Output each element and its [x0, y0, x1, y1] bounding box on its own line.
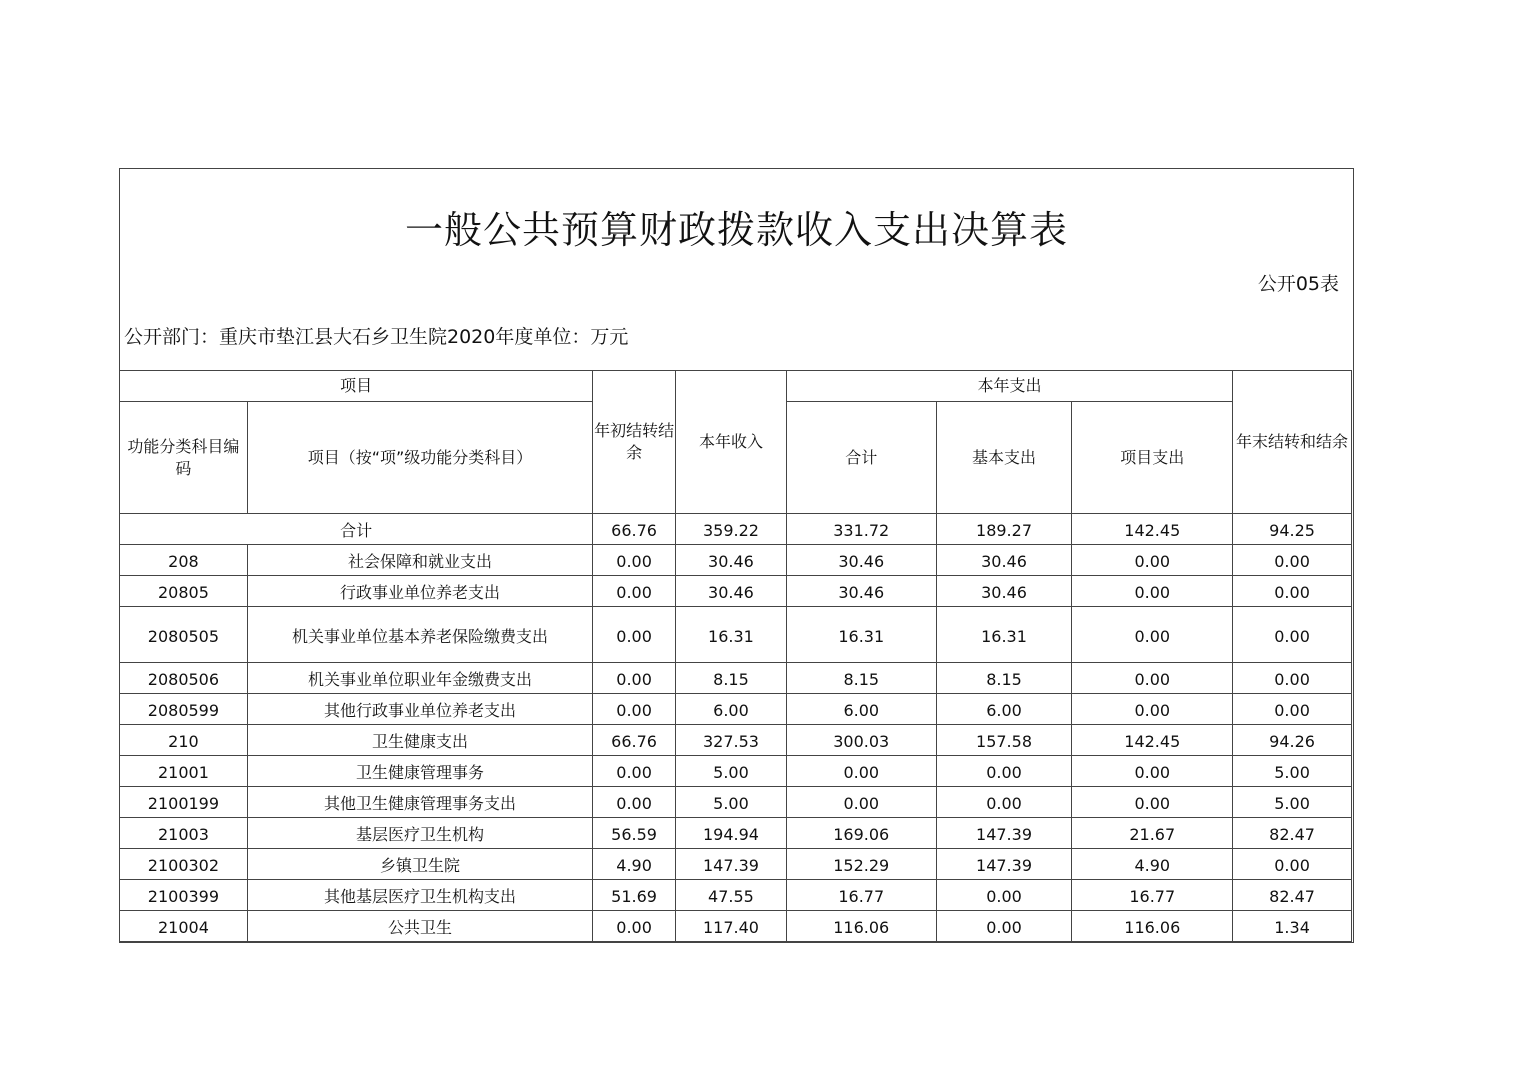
report-title: 一般公共预算财政拨款收入支出决算表	[404, 208, 1068, 252]
row-income: 147.39	[676, 849, 787, 880]
row-name: 卫生健康管理事务	[247, 756, 592, 787]
department-unit-line: 公开部门：重庆市垫江县大石乡卫生院2020年度单位：万元	[124, 326, 629, 348]
total-income: 359.22	[676, 514, 787, 545]
row-income: 16.31	[676, 607, 787, 663]
row-basic: 0.00	[936, 787, 1072, 818]
row-opening: 66.76	[593, 725, 676, 756]
row-opening: 51.69	[593, 880, 676, 911]
total-row	[120, 514, 1352, 545]
row-name: 行政事业单位养老支出	[247, 576, 592, 607]
row-opening: 0.00	[593, 756, 676, 787]
table-row	[120, 545, 1352, 576]
row-closing: 5.00	[1233, 756, 1352, 787]
row-name: 基层医疗卫生机构	[247, 818, 592, 849]
table-row	[120, 849, 1352, 880]
total-expense-total: 331.72	[786, 514, 936, 545]
total-basic: 189.27	[936, 514, 1072, 545]
table-row	[120, 787, 1352, 818]
header-basic-expense: 基本支出	[936, 402, 1072, 514]
row-closing: 0.00	[1233, 576, 1352, 607]
row-income: 117.40	[676, 911, 787, 942]
row-opening: 0.00	[593, 911, 676, 942]
row-project: 0.00	[1072, 787, 1233, 818]
row-name: 社会保障和就业支出	[247, 545, 592, 576]
row-closing: 5.00	[1233, 787, 1352, 818]
row-code: 21003	[120, 818, 248, 849]
total-label: 合计	[120, 514, 593, 545]
report-sheet	[119, 168, 1354, 943]
header-expense-total: 合计	[786, 402, 936, 514]
table-row	[120, 818, 1352, 849]
table-body	[120, 514, 1352, 942]
row-closing: 1.34	[1233, 911, 1352, 942]
total-closing: 94.25	[1233, 514, 1352, 545]
row-opening: 0.00	[593, 607, 676, 663]
row-code: 2100302	[120, 849, 248, 880]
header-project-item: 项目（按“项”级功能分类科目）	[247, 402, 592, 514]
row-project: 142.45	[1072, 725, 1233, 756]
row-expense-total: 16.31	[786, 607, 936, 663]
total-project: 142.45	[1072, 514, 1233, 545]
row-basic: 147.39	[936, 818, 1072, 849]
row-income: 5.00	[676, 787, 787, 818]
row-basic: 147.39	[936, 849, 1072, 880]
row-expense-total: 0.00	[786, 787, 936, 818]
table-row	[120, 725, 1352, 756]
row-opening: 0.00	[593, 694, 676, 725]
row-income: 47.55	[676, 880, 787, 911]
row-closing: 94.26	[1233, 725, 1352, 756]
row-basic: 8.15	[936, 663, 1072, 694]
row-code: 2100399	[120, 880, 248, 911]
row-project: 4.90	[1072, 849, 1233, 880]
row-expense-total: 152.29	[786, 849, 936, 880]
header-func-code: 功能分类科目编码	[120, 402, 248, 514]
row-opening: 0.00	[593, 787, 676, 818]
row-name: 乡镇卫生院	[247, 849, 592, 880]
row-opening: 4.90	[593, 849, 676, 880]
row-expense-total: 16.77	[786, 880, 936, 911]
row-opening: 0.00	[593, 576, 676, 607]
total-opening: 66.76	[593, 514, 676, 545]
row-expense-total: 169.06	[786, 818, 936, 849]
row-income: 194.94	[676, 818, 787, 849]
row-project: 116.06	[1072, 911, 1233, 942]
table-row	[120, 911, 1352, 942]
row-expense-total: 300.03	[786, 725, 936, 756]
row-income: 327.53	[676, 725, 787, 756]
header-project-group: 项目	[120, 371, 593, 402]
budget-table	[119, 370, 1352, 942]
row-basic: 0.00	[936, 911, 1072, 942]
row-code: 2100199	[120, 787, 248, 818]
row-code: 208	[120, 545, 248, 576]
row-code: 21001	[120, 756, 248, 787]
row-expense-total: 30.46	[786, 545, 936, 576]
row-expense-total: 8.15	[786, 663, 936, 694]
row-project: 0.00	[1072, 607, 1233, 663]
row-name: 卫生健康支出	[247, 725, 592, 756]
row-project: 21.67	[1072, 818, 1233, 849]
row-income: 30.46	[676, 576, 787, 607]
row-income: 30.46	[676, 545, 787, 576]
row-closing: 0.00	[1233, 849, 1352, 880]
row-code: 20805	[120, 576, 248, 607]
table-code: 公开05表	[1257, 273, 1339, 295]
header-opening-balance: 年初结转结余	[593, 371, 676, 514]
row-expense-total: 0.00	[786, 756, 936, 787]
row-basic: 16.31	[936, 607, 1072, 663]
row-income: 5.00	[676, 756, 787, 787]
row-basic: 6.00	[936, 694, 1072, 725]
table-row	[120, 663, 1352, 694]
row-name: 其他基层医疗卫生机构支出	[247, 880, 592, 911]
row-expense-total: 116.06	[786, 911, 936, 942]
row-code: 210	[120, 725, 248, 756]
table-row	[120, 694, 1352, 725]
header-closing-balance: 年末结转和结余	[1233, 371, 1352, 514]
row-closing: 82.47	[1233, 818, 1352, 849]
row-basic: 157.58	[936, 725, 1072, 756]
table-row	[120, 576, 1352, 607]
row-project: 0.00	[1072, 756, 1233, 787]
row-closing: 0.00	[1233, 607, 1352, 663]
row-income: 6.00	[676, 694, 787, 725]
header-project-expense: 项目支出	[1072, 402, 1233, 514]
row-closing: 0.00	[1233, 694, 1352, 725]
row-opening: 0.00	[593, 663, 676, 694]
row-closing: 0.00	[1233, 663, 1352, 694]
row-project: 0.00	[1072, 576, 1233, 607]
row-basic: 0.00	[936, 756, 1072, 787]
row-income: 8.15	[676, 663, 787, 694]
row-project: 16.77	[1072, 880, 1233, 911]
row-basic: 30.46	[936, 576, 1072, 607]
row-closing: 82.47	[1233, 880, 1352, 911]
row-expense-total: 6.00	[786, 694, 936, 725]
table-row	[120, 880, 1352, 911]
row-basic: 30.46	[936, 545, 1072, 576]
header-current-expense-group: 本年支出	[786, 371, 1232, 402]
row-name: 机关事业单位职业年金缴费支出	[247, 663, 592, 694]
table-row	[120, 756, 1352, 787]
row-code: 2080599	[120, 694, 248, 725]
row-code: 21004	[120, 911, 248, 942]
row-closing: 0.00	[1233, 545, 1352, 576]
row-project: 0.00	[1072, 694, 1233, 725]
row-code: 2080505	[120, 607, 248, 663]
row-basic: 0.00	[936, 880, 1072, 911]
row-opening: 0.00	[593, 545, 676, 576]
row-code: 2080506	[120, 663, 248, 694]
row-project: 0.00	[1072, 545, 1233, 576]
row-name: 公共卫生	[247, 911, 592, 942]
row-name: 其他行政事业单位养老支出	[247, 694, 592, 725]
row-project: 0.00	[1072, 663, 1233, 694]
row-expense-total: 30.46	[786, 576, 936, 607]
table-row	[120, 607, 1352, 663]
header-current-income: 本年收入	[676, 371, 787, 514]
row-name: 其他卫生健康管理事务支出	[247, 787, 592, 818]
row-name: 机关事业单位基本养老保险缴费支出	[247, 607, 592, 663]
row-opening: 56.59	[593, 818, 676, 849]
